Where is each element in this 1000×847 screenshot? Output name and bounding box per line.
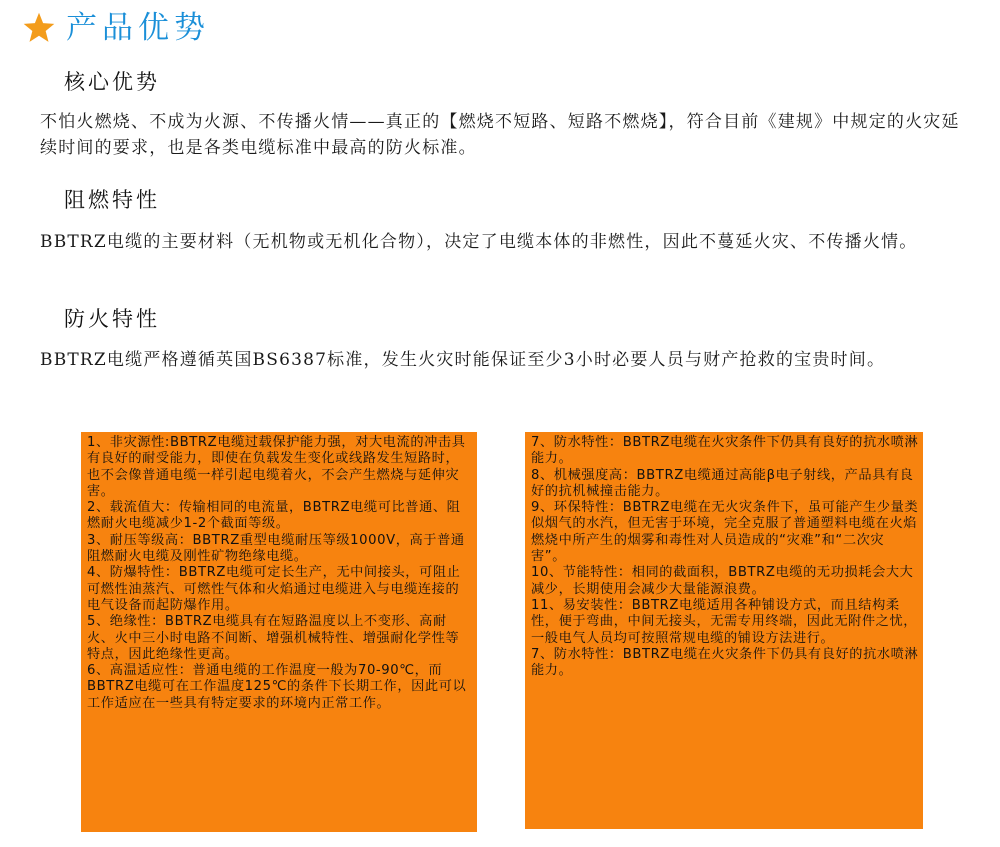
feature-item: 5、绝缘性：BBTRZ电缆具有在短路温度以上不变形、高耐火、火中三小时电路不间断、增强机械特性、增强耐化学性等特点，因此绝缘性更高。: [87, 614, 460, 662]
section-body-core: 不怕火燃烧、不成为火源、不传播火情——真正的【燃烧不短路、短路不燃烧】，符合目前《建规》中规定的火灾延续时间的要求，也是各类电缆标准中最高的防火标准。: [40, 112, 960, 158]
section-heading-fireproof: 防火特性: [64, 307, 160, 331]
feature-item: 9、环保特性：BBTRZ电缆在无火灾条件下，虽可能产生少量类似烟气的水汽，但无害于环境，完全克服了普通塑料电缆在火焰燃烧中所产生的烟雾和毒性对人员造成的“灾难”和“二次灾害”。: [531, 500, 919, 565]
feature-item: 3、耐压等级高：BBTRZ重型电缆耐压等级1000V，高于普通阻燃耐火电缆及刚性矿物绝缘电缆。: [87, 532, 465, 565]
section-heading-flame-retardant: 阻燃特性: [64, 188, 160, 212]
page-title: 产品优势: [66, 9, 210, 46]
feature-item: 2、载流值大：传输相同的电流量，BBTRZ电缆可比普通、阻燃耐火电缆减少1-2个截面等级。: [87, 500, 461, 532]
feature-item: 11、易安装性：BBTRZ电缆适用各种铺设方式，而且结构柔性，便于弯曲，中间无接头，无需专用终端，因此无附件之忧，一般电气人员均可按照常规电缆的铺设方法进行。: [531, 597, 918, 646]
feature-item: 6、高温适应性：普通电缆的工作温度一般为70-90℃，而BBTRZ电缆可在工作温度125℃的条件下长期工作，因此可以工作适应在一些具有特定要求的环境内正常工作。: [87, 663, 467, 711]
feature-panel-left: [81, 432, 477, 832]
feature-panel-right: [525, 432, 923, 829]
page-header: [22, 6, 210, 50]
section-heading-core: 核心优势: [64, 70, 160, 94]
section-body-flame-retardant: BBTRZ电缆的主要材料（无机物或无机化合物），决定了电缆本体的非燃性，因此不蔓延火灾、不传播火情。: [40, 232, 918, 252]
feature-item: 4、防爆特性：BBTRZ电缆可定长生产，无中间接头，可阻止可燃性油蒸汽、可燃性气体和火焰通过电缆进入与电缆连接的电气设备而起防爆作用。: [87, 565, 461, 613]
feature-item: 10、节能特性：相同的截面积，BBTRZ电缆的无功损耗会大大减少，长期使用会减少大量能源浪费。: [531, 565, 914, 597]
feature-item: 8、机械强度高：BBTRZ电缆通过高能β电子射线，产品具有良好的抗机械撞击能力。: [531, 467, 914, 499]
feature-item: 7、防水特性：BBTRZ电缆在火灾条件下仍具有良好的抗水喷淋能力。: [531, 435, 919, 467]
section-body-fireproof: BBTRZ电缆严格遵循英国BS6387标准，发生火灾时能保证至少3小时必要人员与财产抢救的宝贵时间。: [40, 350, 886, 370]
feature-item: 7、防水特性：BBTRZ电缆在火灾条件下仍具有良好的抗水喷淋能力。: [531, 646, 919, 679]
star-icon: [22, 11, 56, 45]
feature-item: 1、非灾源性:BBTRZ电缆过载保护能力强，对大电流的冲击具有良好的耐受能力，即使在负载发生变化或线路发生短路时，也不会像普通电缆一样引起电缆着火，不会产生燃烧与延伸灾害。: [87, 435, 466, 499]
